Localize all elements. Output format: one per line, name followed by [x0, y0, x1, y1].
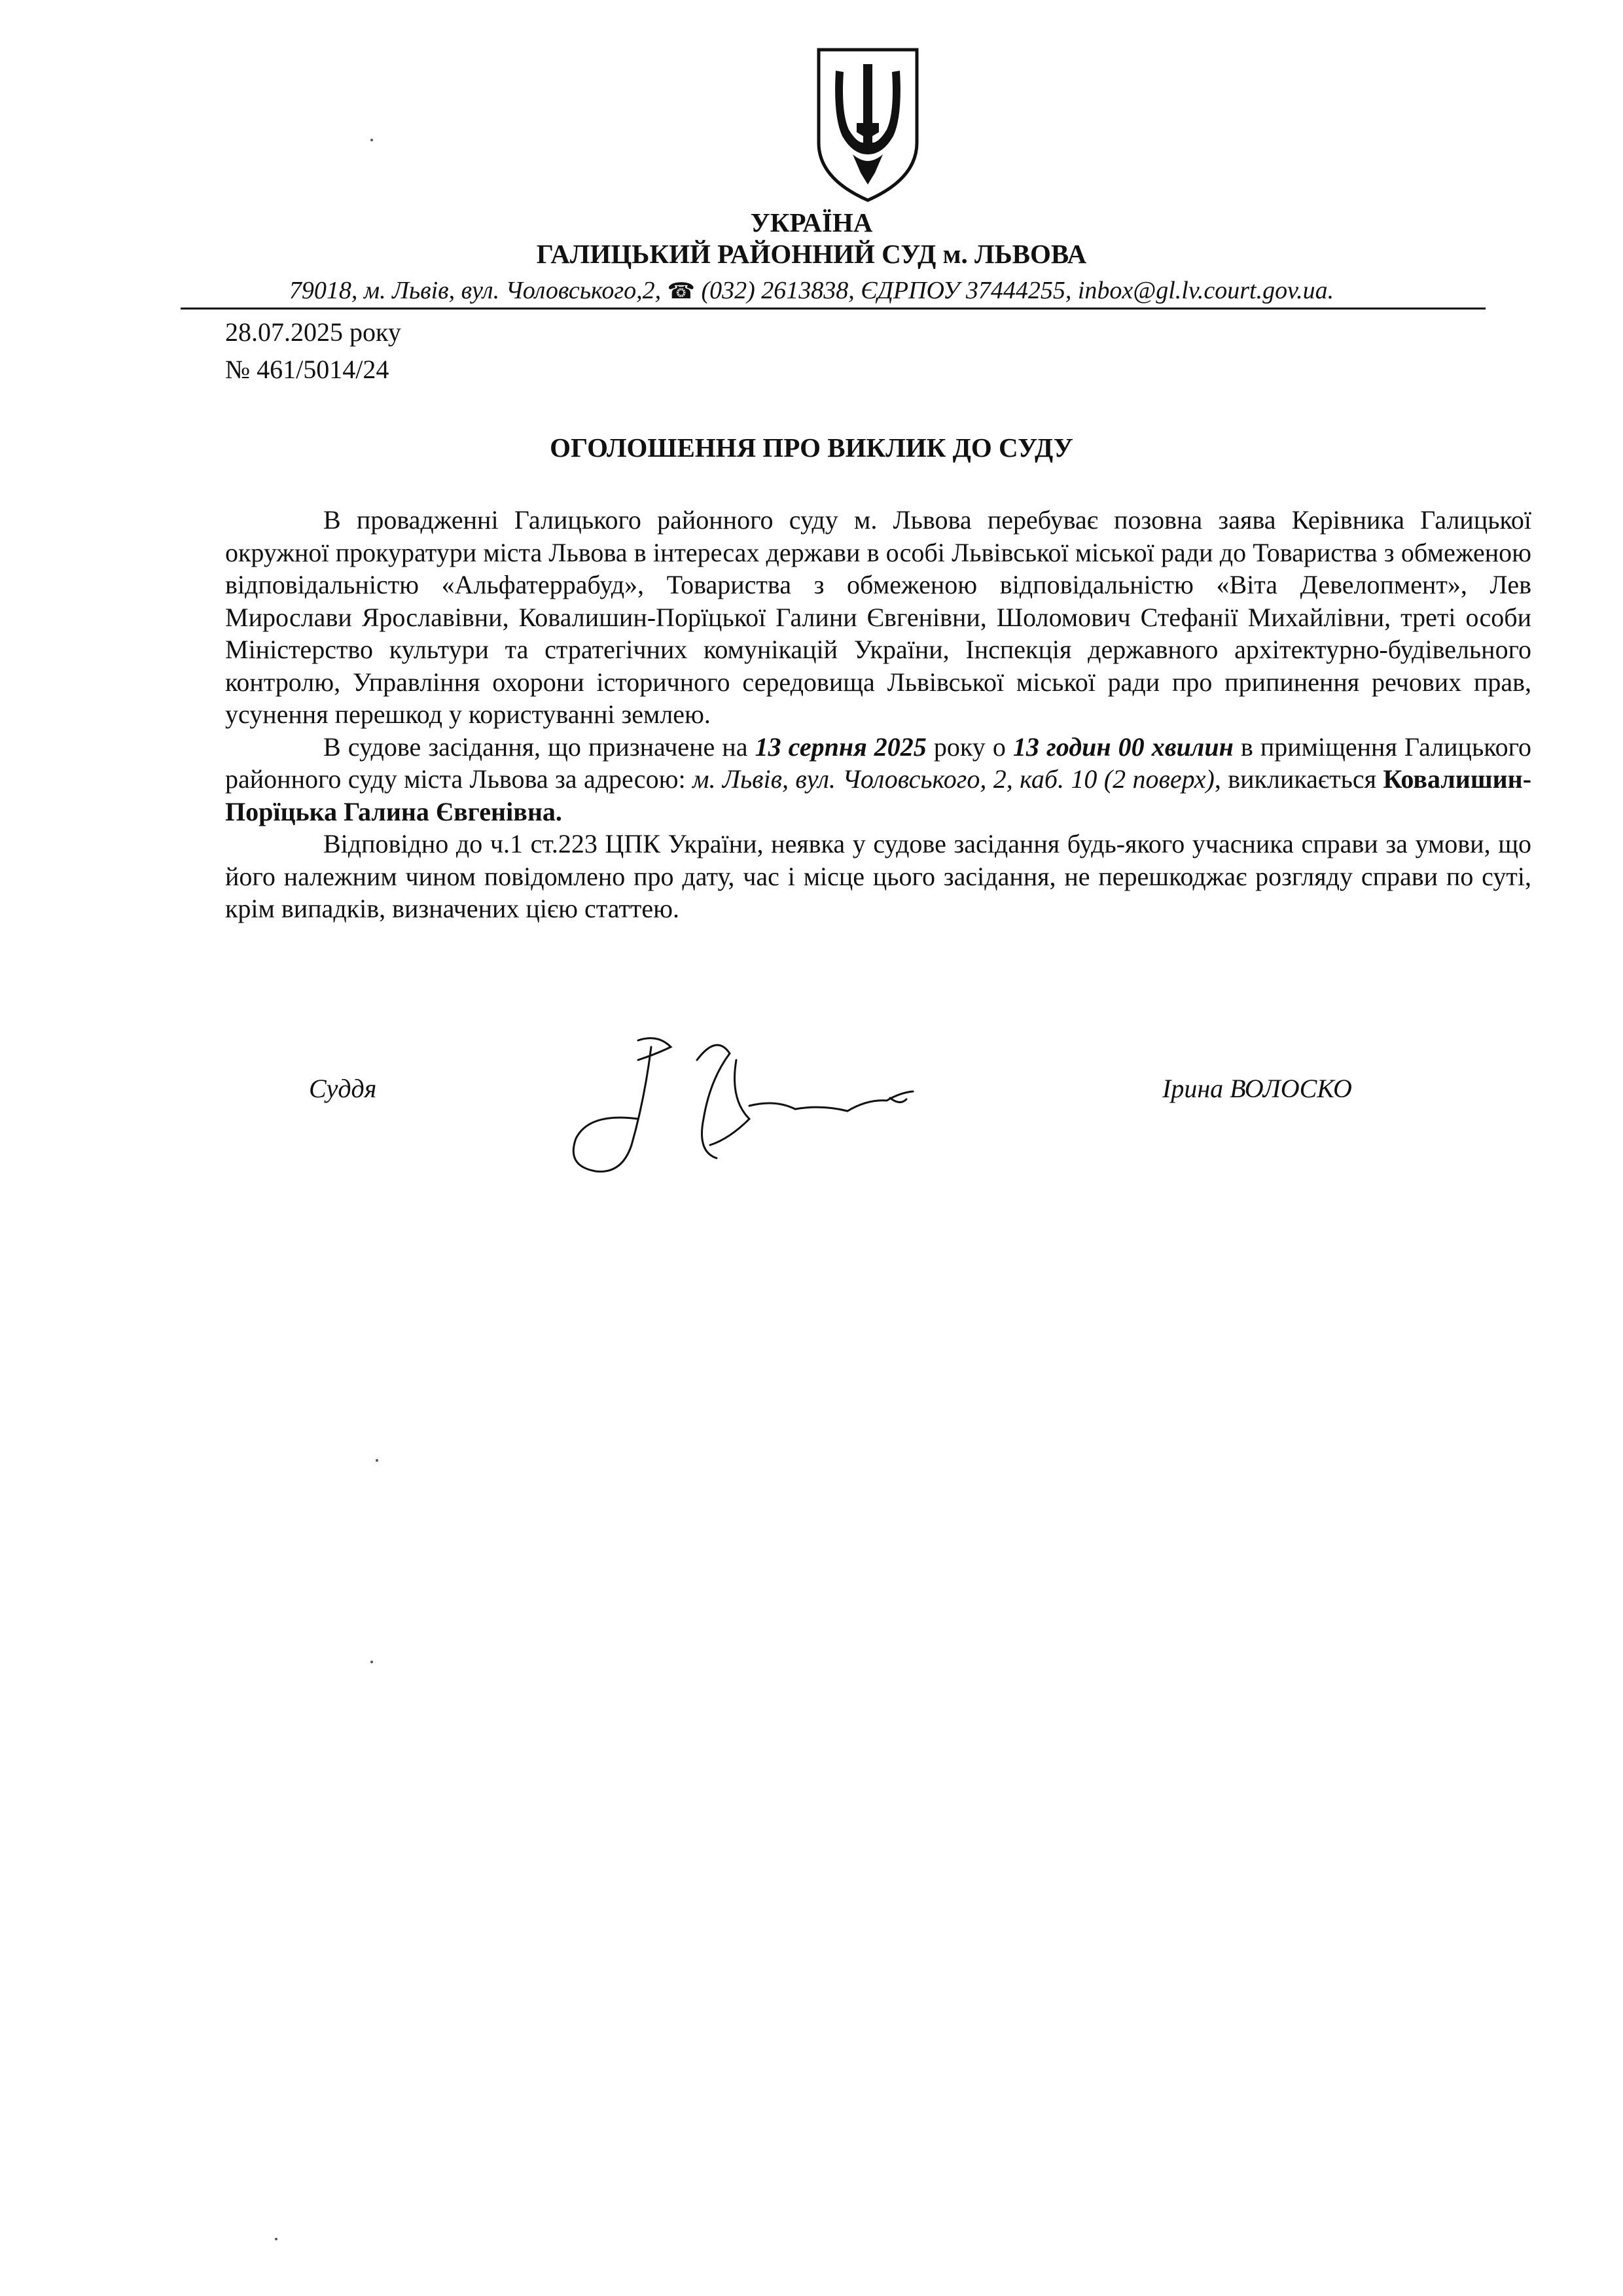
scan-speck — [370, 1661, 373, 1663]
court-name: ГАЛИЦЬКИЙ РАЙОННИЙ СУД м. ЛЬВОВА — [536, 239, 1087, 269]
coat-of-arms-icon — [813, 44, 922, 204]
paragraph-claim: В провадженні Галицького районного суду м. Львова перебуває позовна заява Керівника Галицької окружної прокуратури міста Львова в інтересах держави в особі Львівської міської ради до Товариства з обмеженою відповідальністю «Альфатеррабуд», Товариства з обмеженою відповідальністю «Віта Девелопмент», Лев Мирослави Ярославівни, Ковалишин-Порїцької Галини Євгенівни, Шоломович Стефанії Михайлівни, треті особи Міністерство культури та стратегічних комунікацій України, Інспекція державного архітектурно-будівельного контролю, Управління охорони історичного середовища Львівської міської ради про припинення речових прав, усунення перешкод у користуванні землею. — [225, 505, 1531, 729]
scan-speck — [376, 1459, 378, 1462]
case-number: № 461/5014/24 — [225, 355, 389, 384]
summoned-person: Ковалишин-Порїцька Галина Євгенівна. — [225, 764, 1532, 826]
contacts-address: 79018, м. Львів, вул. Чоловського,2, — [289, 277, 668, 304]
court-contacts — [0, 276, 1623, 305]
header-divider — [181, 308, 1486, 309]
telephone-icon: ☎ — [667, 279, 695, 304]
document-body — [225, 504, 1531, 925]
hearing-date: 13 серпня 2025 — [755, 732, 927, 762]
document-date: 28.07.2025 року — [225, 317, 401, 347]
paragraph-hearing — [225, 731, 1531, 828]
signature-label: Суддя — [309, 1074, 377, 1103]
scan-speck — [370, 139, 373, 141]
hearing-address: м. Львів, вул. Чоловського, 2, каб. 10 (2 поверх) — [692, 764, 1215, 794]
country-title: УКРАЇНА — [750, 207, 873, 238]
judge-name: Ірина ВОЛОСКО — [1162, 1074, 1352, 1103]
scan-speck — [275, 2238, 277, 2240]
hearing-text-c: в приміщення Галицького районного суду міста Львова за адресою: — [225, 732, 1532, 794]
paragraph-law: Відповідно до ч.1 ст.223 ЦПК України, неявка у судове засідання будь-якого учасника справи за умови, що його належним чином повідомлено про дату, час і місце цього засідання, не перешкоджає розгляду справи по суті, крім випадків, визначених цією статтею. — [225, 829, 1531, 923]
handwritten-signature — [560, 1021, 926, 1184]
hearing-text-d: , викликається — [1214, 764, 1383, 794]
hearing-time: 13 годин 00 хвилин — [1012, 732, 1234, 762]
hearing-text-b: року о — [926, 732, 1013, 762]
contacts-phone-edrpou-email: (032) 2613838, ЄДРПОУ 37444255, inbox@gl.lv.court.gov.ua. — [695, 277, 1334, 304]
document-title: ОГОЛОШЕННЯ ПРО ВИКЛИК ДО СУДУ — [550, 433, 1073, 463]
hearing-text-a: В судове засідання, що призначене на — [323, 732, 755, 762]
